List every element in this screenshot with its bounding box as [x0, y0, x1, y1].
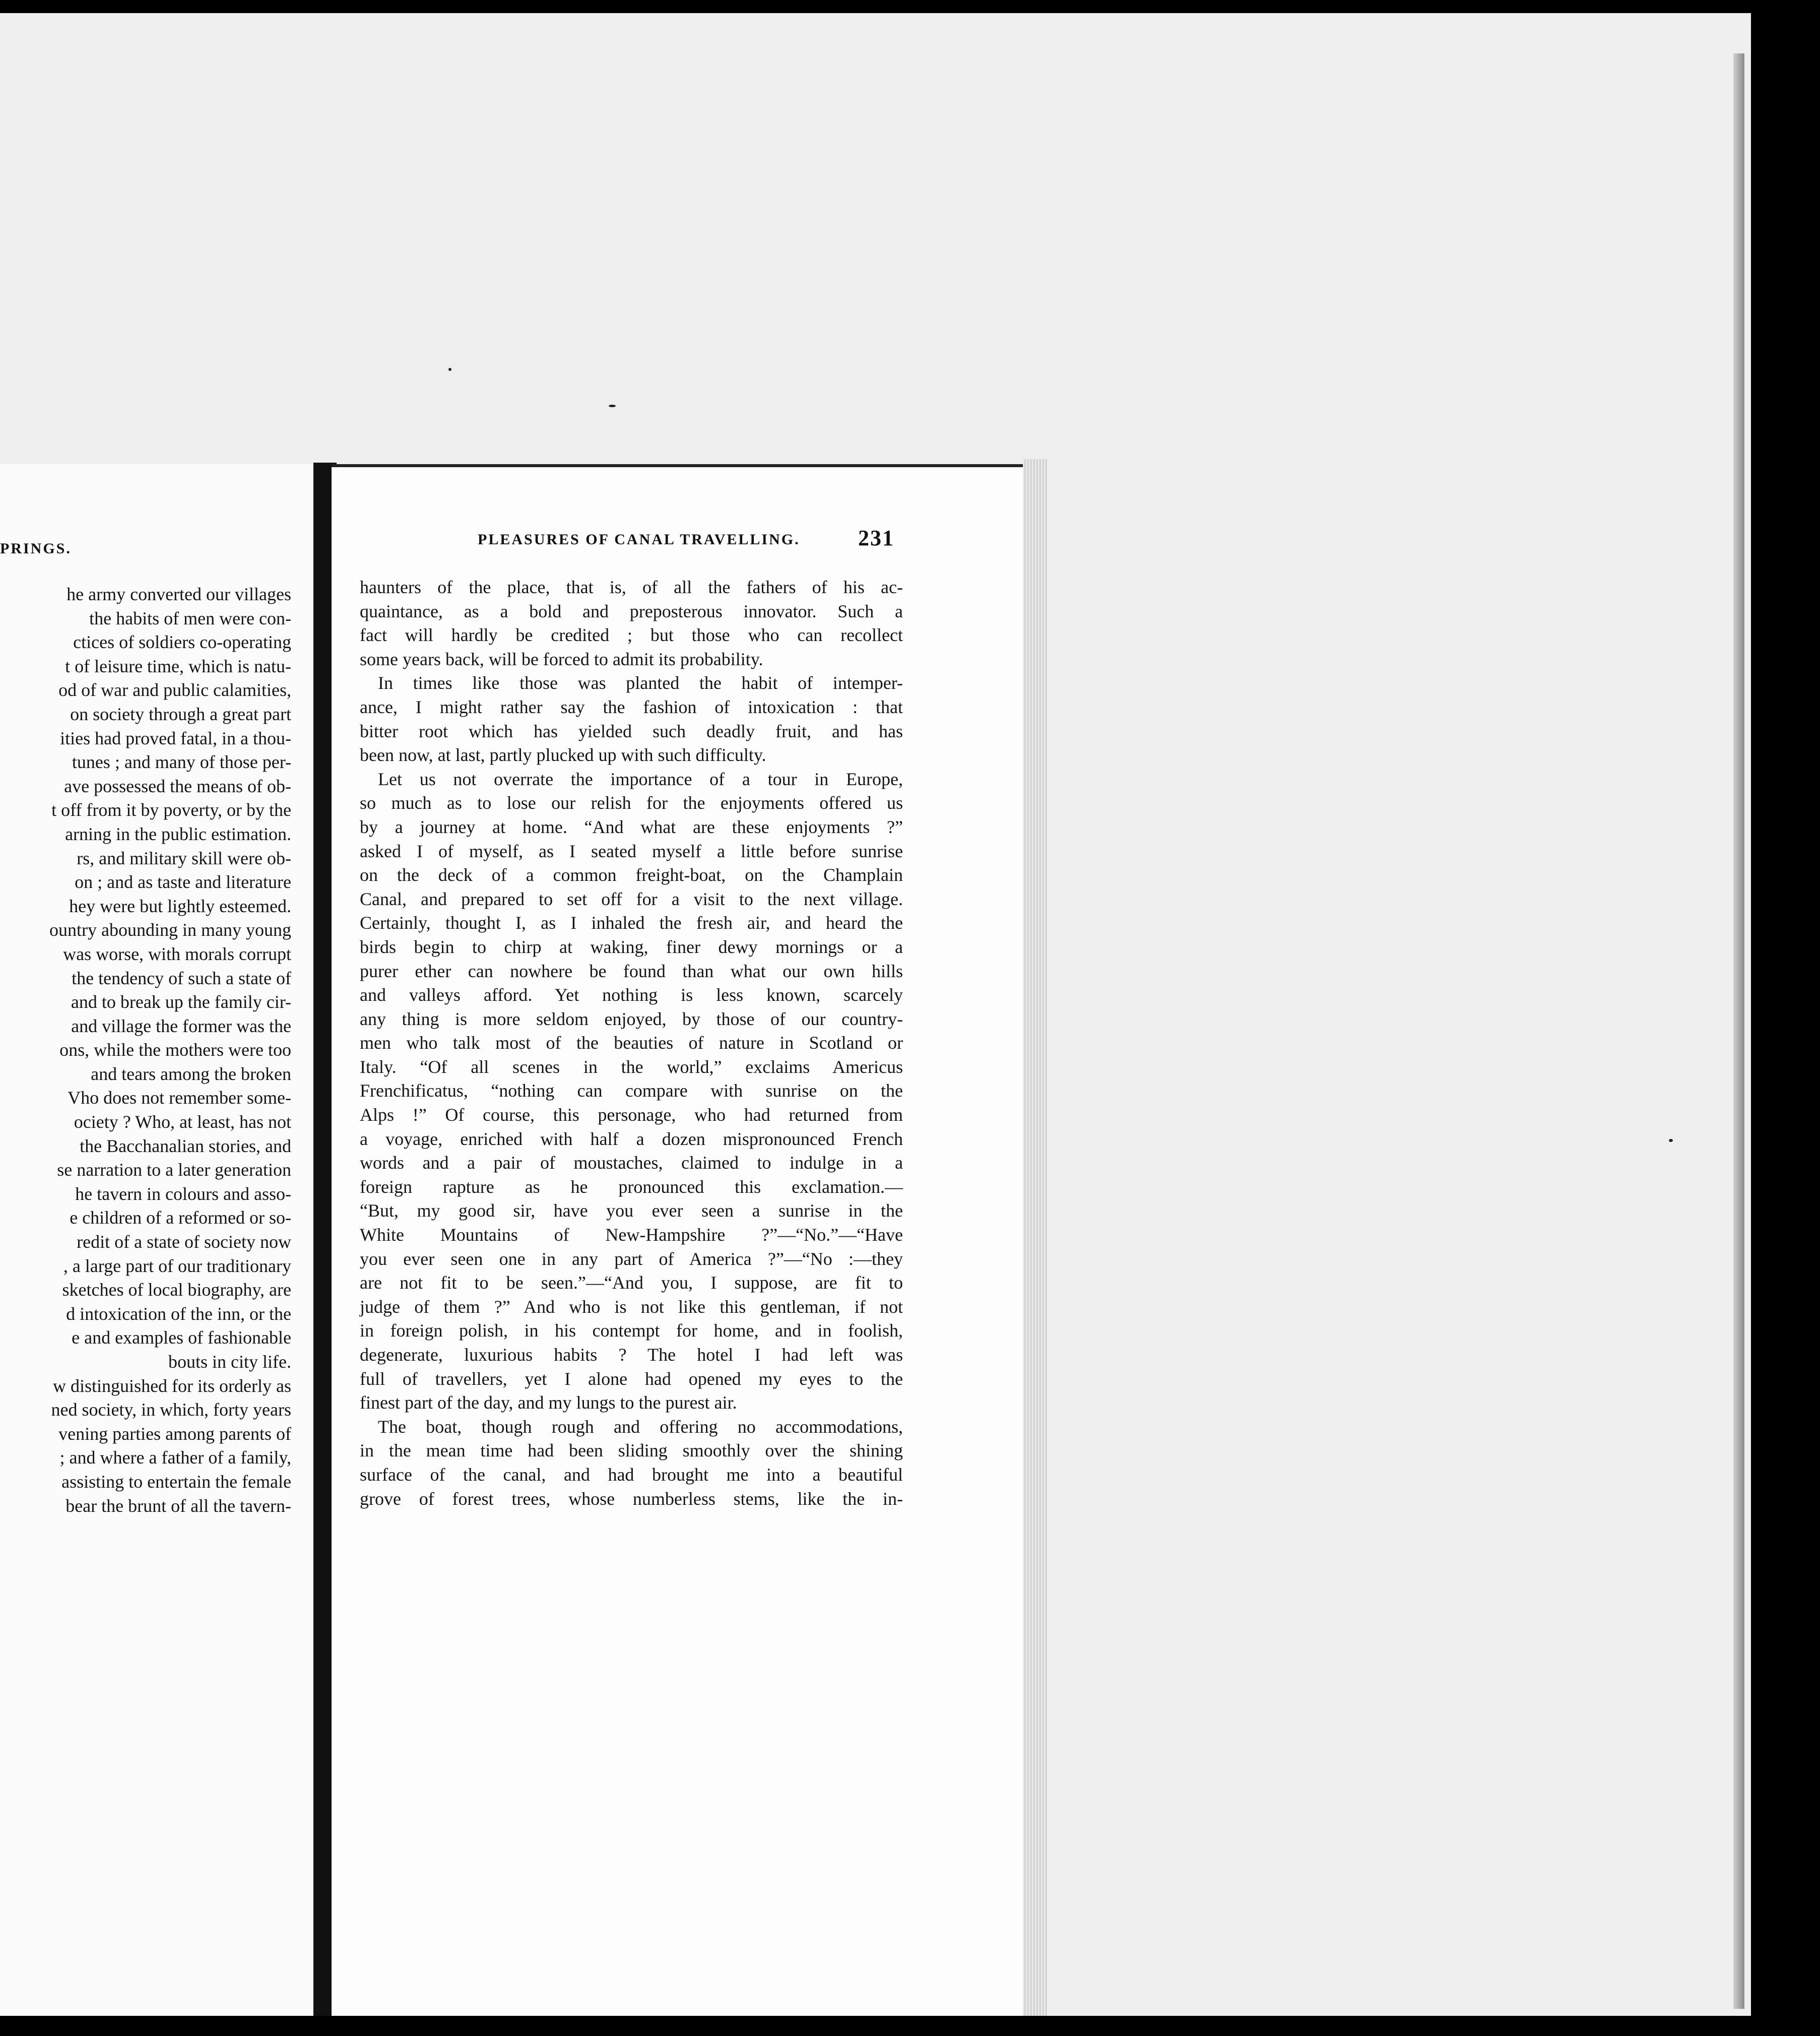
text-line: ociety ? Who, at least, has not — [74, 1112, 291, 1132]
text-line: are not fit to be seen.”—“And you, I suppose, are fit to — [360, 1272, 903, 1293]
text-line: t of leisure time, which is natu- — [65, 656, 291, 676]
text-line: Certainly, thought I, as I inhaled the fresh air, and heard the — [360, 913, 903, 933]
text-line: on society through a great part — [70, 704, 291, 724]
text-line: tunes ; and many of those per- — [72, 752, 291, 773]
text-line: and valleys afford. Yet nothing is less known, scarcely — [360, 985, 903, 1005]
text-line: bitter root which has yielded such deadly fruit, and has — [360, 721, 903, 741]
text-line: In times like those was planted the habit of intemper- — [378, 673, 903, 693]
text-line: he army converted our villages — [67, 584, 291, 604]
text-line: bear the brunt of all the tavern- — [66, 1495, 291, 1516]
text-line: ities had proved fatal, in a thou- — [60, 728, 291, 748]
scan-speck — [448, 368, 451, 371]
scanned-book-spread — [0, 13, 1751, 2016]
text-line: e and examples of fashionable — [72, 1327, 291, 1348]
text-line: degenerate, luxurious habits ? The hotel I had left was — [360, 1345, 903, 1365]
text-line: quaintance, as a bold and preposterous innovator. Such a — [360, 601, 903, 621]
left-page-text — [0, 583, 291, 1518]
text-line: t off from it by poverty, or by the — [51, 800, 291, 820]
text-line: Canal, and prepared to set off for a visit to the next village. — [360, 888, 903, 909]
text-line: ave possessed the means of ob- — [64, 776, 291, 796]
text-line: redit of a state of society now — [77, 1232, 291, 1252]
text-line: rs, and military skill were ob- — [77, 848, 291, 868]
text-line: finest part of the day, and my lungs to the purest air. — [360, 1392, 737, 1413]
text-line: surface of the canal, and had brought me into a beautiful — [360, 1464, 903, 1485]
text-line: hey were but lightly esteemed. — [69, 896, 291, 916]
text-line: Alps !” Of course, this personage, who had returned from — [360, 1105, 903, 1125]
text-line: words and a pair of moustaches, claimed to indulge in a — [360, 1153, 903, 1173]
text-line: a voyage, enriched with half a dozen mispronounced French — [360, 1128, 903, 1149]
text-line: was worse, with morals corrupt — [63, 943, 291, 964]
text-line: he tavern in colours and asso- — [75, 1183, 291, 1204]
running-head: PLEASURES OF CANAL TRAVELLING. — [478, 531, 800, 548]
right-page — [332, 464, 1028, 2016]
text-line: w distinguished for its orderly as — [53, 1375, 291, 1396]
left-running-head: PRINGS. — [0, 540, 72, 557]
text-line: some years back, will be forced to admit its probability. — [360, 649, 763, 669]
page-edge-stack — [1023, 459, 1047, 2016]
scan-speck — [609, 405, 616, 407]
text-line: ; and where a father of a family, — [59, 1447, 291, 1468]
text-line: you ever seen one in any part of America ?”—“No :—they — [360, 1248, 903, 1269]
text-line: in the mean time had been sliding smoothly over the shining — [360, 1440, 903, 1461]
page-number: 231 — [858, 526, 894, 550]
text-line: and tears among the broken — [91, 1063, 291, 1084]
text-line: se narration to a later generation — [57, 1160, 291, 1180]
text-line: birds begin to chirp at waking, finer dewy mornings or a — [360, 936, 903, 957]
text-line: ctices of soldiers co-operating — [73, 632, 291, 653]
text-line: in foreign polish, in his contempt for home, and in foolish, — [360, 1320, 903, 1341]
text-line: purer ether can nowhere be found than what our own hills — [360, 961, 903, 981]
text-line: the tendency of such a state of — [72, 968, 291, 988]
text-line: the habits of men were con- — [89, 608, 291, 628]
scan-speck — [1669, 1139, 1673, 1142]
text-line: assisting to entertain the female — [61, 1471, 291, 1492]
text-line: White Mountains of New-Hampshire ?”—“No.”—“Have — [360, 1225, 903, 1245]
text-line: on ; and as taste and literature — [75, 872, 291, 893]
text-line: men who talk most of the beauties of nature in Scotland or — [360, 1033, 903, 1053]
text-line: ance, I might rather say the fashion of intoxication : that — [360, 696, 903, 717]
text-line: judge of them ?” And who is not like this gentleman, if not — [360, 1296, 903, 1317]
text-line: foreign rapture as he pronounced this exclamation.— — [360, 1176, 903, 1197]
text-line: the Bacchanalian stories, and — [80, 1135, 291, 1156]
text-line: and to break up the family cir- — [71, 992, 291, 1012]
text-line: asked I of myself, as I seated myself a little before sunrise — [360, 841, 903, 861]
text-line: by a journey at home. “And what are these enjoyments ?” — [360, 816, 903, 837]
text-line: arning in the public estimation. — [65, 823, 291, 844]
text-line: od of war and public calamities, — [58, 680, 291, 701]
text-line: any thing is more seldom enjoyed, by those of our country- — [360, 1008, 903, 1029]
text-line: vening parties among parents of — [58, 1423, 291, 1444]
text-line: ned society, in which, forty years — [51, 1399, 291, 1420]
text-line: bouts in city life. — [168, 1352, 291, 1372]
text-line: been now, at last, partly plucked up with such difficulty. — [360, 745, 766, 766]
text-line: “But, my good sir, have you ever seen a sunrise in the — [360, 1200, 903, 1221]
text-line: ountry abounding in many young — [49, 920, 291, 940]
text-line: fact will hardly be credited ; but those who can recollect — [360, 625, 903, 646]
text-line: grove of forest trees, whose numberless stems, like the in- — [360, 1488, 903, 1509]
text-line: Italy. “Of all scenes in the world,” exclaims Americus — [360, 1056, 903, 1077]
text-line: on the deck of a common freight-boat, on the Champlain — [360, 865, 903, 885]
text-line: so much as to lose our relish for the enjoyments offered us — [360, 793, 903, 813]
text-line: Vho does not remember some- — [68, 1088, 291, 1108]
text-line: Let us not overrate the importance of a tour in Europe, — [378, 769, 903, 789]
text-line: Frenchificatus, “nothing can compare with sunrise on the — [360, 1080, 903, 1101]
text-line: , a large part of our traditionary — [63, 1255, 291, 1276]
text-line: The boat, though rough and offering no accommodations, — [378, 1416, 903, 1437]
text-line: ons, while the mothers were too — [59, 1040, 291, 1060]
text-line: full of travellers, yet I alone had opened my eyes to the — [360, 1368, 903, 1389]
text-line: haunters of the place, that is, of all the fathers of his ac- — [360, 577, 903, 597]
right-page-text — [360, 576, 903, 1511]
scan-edge-shadow — [1733, 53, 1744, 2009]
text-line: e children of a reformed or so- — [70, 1207, 291, 1228]
text-line: and village the former was the — [71, 1015, 291, 1036]
text-line: d intoxication of the inn, or the — [66, 1303, 291, 1324]
text-line: sketches of local biography, are — [62, 1280, 291, 1300]
